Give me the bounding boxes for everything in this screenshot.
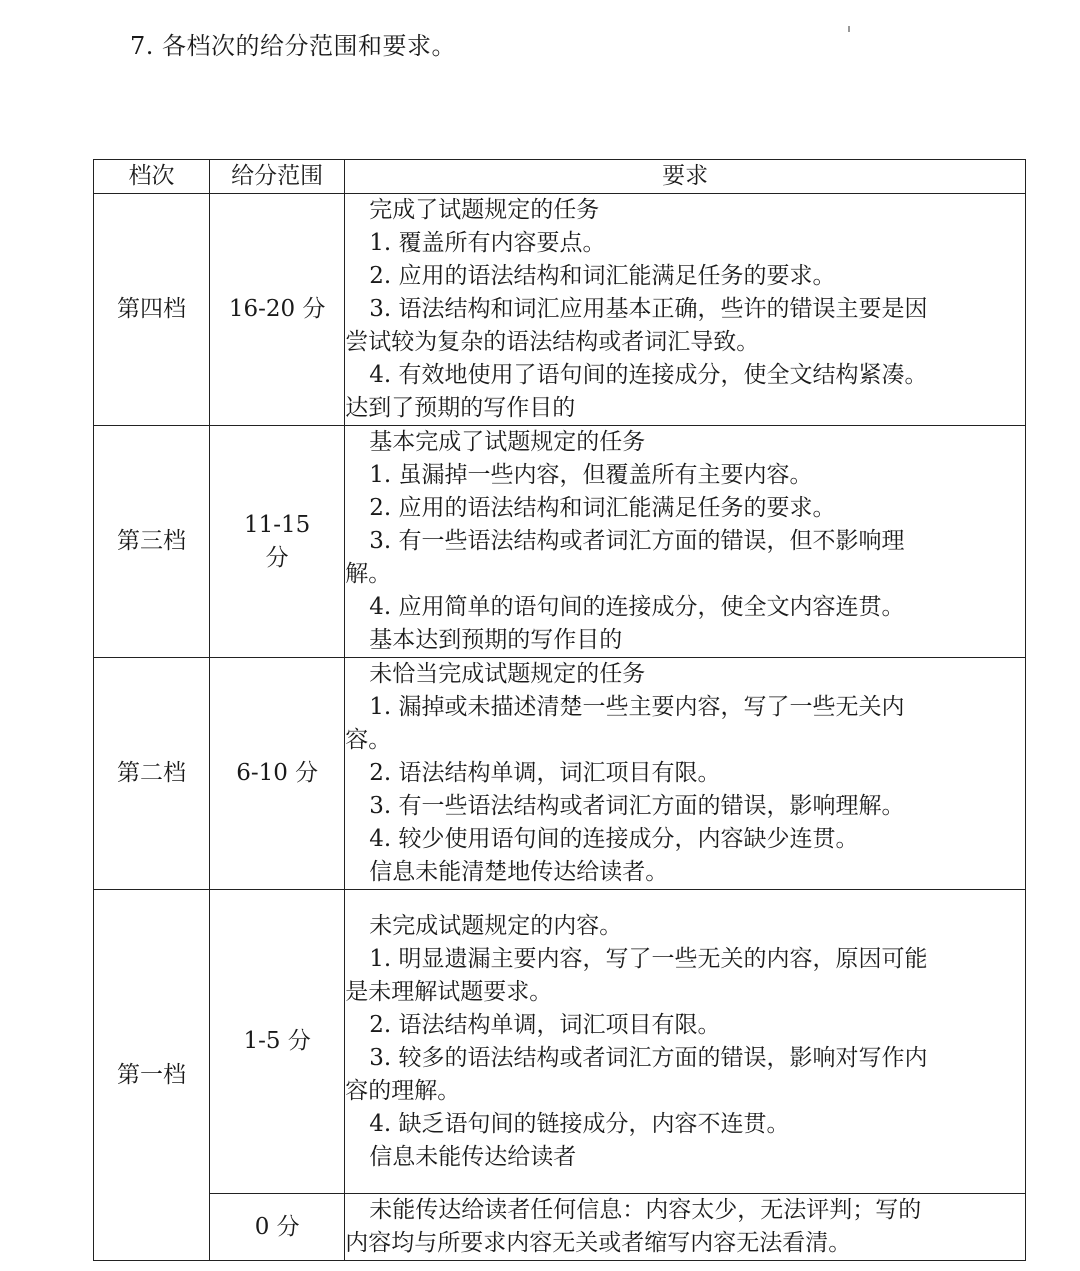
requirement-line: 信息未能传达给读者 [369,1143,577,1170]
range-cell: 16-20 分 [210,194,345,426]
table-row [94,426,1026,658]
requirement-line: 未恰当完成试题规定的任务 [369,661,646,687]
requirement-line: 容的理解。 [345,1077,461,1104]
requirement-line: 3. 有一些语法结构或者词汇方面的错误，但不影响理 [369,528,905,554]
requirement-line: 解。 [345,561,392,587]
requirement-line: 容。 [345,727,392,753]
requirement-line: 未能传达给读者任何信息：内容太少，无法评判；写的 [369,1197,922,1223]
level-cell: 第一档 [94,890,210,1261]
range-cell: 0 分 [210,1194,345,1261]
requirement-line: 基本达到预期的写作目的 [369,627,623,653]
level-cell: 第四档 [94,194,210,426]
level-cell: 第二档 [94,658,210,890]
table-row [94,890,1026,1194]
range-cell [210,426,345,658]
range-text: 11-15 分 [244,511,311,571]
requirement-line: 4. 应用简单的语句间的连接成分，使全文内容连贯。 [369,594,905,620]
scoring-table [93,159,1026,1261]
requirement-line: 2. 应用的语法结构和词汇能满足任务的要求。 [369,495,836,521]
header-range: 给分范围 [210,160,345,194]
table-row [94,1194,1026,1261]
requirement-line: 基本完成了试题规定的任务 [369,429,646,455]
requirement-line: 4. 较少使用语句间的连接成分，内容缺少连贯。 [369,826,859,852]
requirement-line: 是未理解试题要求。 [345,978,553,1005]
requirement-line: 4. 有效地使用了语句间的连接成分，使全文结构紧凑。 [369,362,928,388]
section-heading: 7. 各档次的给分范围和要求。 [130,32,457,60]
requirements-cell [345,1194,1026,1261]
requirement-line: 1. 漏掉或未描述清楚一些主要内容，写了一些无关内 [369,694,905,720]
header-level: 档次 [94,160,210,194]
requirements-cell [345,658,1026,890]
requirement-line: 尝试较为复杂的语法结构或者词汇导致。 [345,329,760,355]
requirement-line: 完成了试题规定的任务 [369,197,600,223]
requirement-line: 4. 缺乏语句间的链接成分，内容不连贯。 [369,1110,790,1137]
requirement-line: 1. 覆盖所有内容要点。 [369,230,606,256]
requirements-cell [345,890,1026,1194]
requirement-line: 3. 有一些语法结构或者词汇方面的错误，影响理解。 [369,793,905,819]
requirement-line: 内容均与所要求内容无关或者缩写内容无法看清。 [345,1230,852,1256]
requirement-line: 未完成试题规定的内容。 [369,912,623,939]
requirement-line: 2. 语法结构单调，词汇项目有限。 [369,1011,721,1038]
requirements-cell [345,194,1026,426]
requirement-line: 2. 语法结构单调，词汇项目有限。 [369,760,721,786]
requirement-line: 1. 虽漏掉一些内容，但覆盖所有主要内容。 [369,462,813,488]
range-cell: 1-5 分 [210,890,345,1194]
requirements-cell [345,426,1026,658]
range-cell: 6-10 分 [210,658,345,890]
requirement-line: 2. 应用的语法结构和词汇能满足任务的要求。 [369,263,836,289]
table-header-row [94,160,1026,194]
requirement-line: 信息未能清楚地传达给读者。 [369,859,669,885]
scan-mark [848,26,850,32]
level-cell: 第三档 [94,426,210,658]
header-requirements: 要求 [345,160,1026,194]
table-row [94,658,1026,890]
requirement-line: 3. 语法结构和词汇应用基本正确，些许的错误主要是因 [369,296,928,322]
requirement-line: 达到了预期的写作目的 [345,395,576,421]
requirement-line: 1. 明显遗漏主要内容，写了一些无关的内容，原因可能 [369,945,928,972]
table-row [94,194,1026,426]
requirement-line: 3. 较多的语法结构或者词汇方面的错误，影响对写作内 [369,1044,928,1071]
